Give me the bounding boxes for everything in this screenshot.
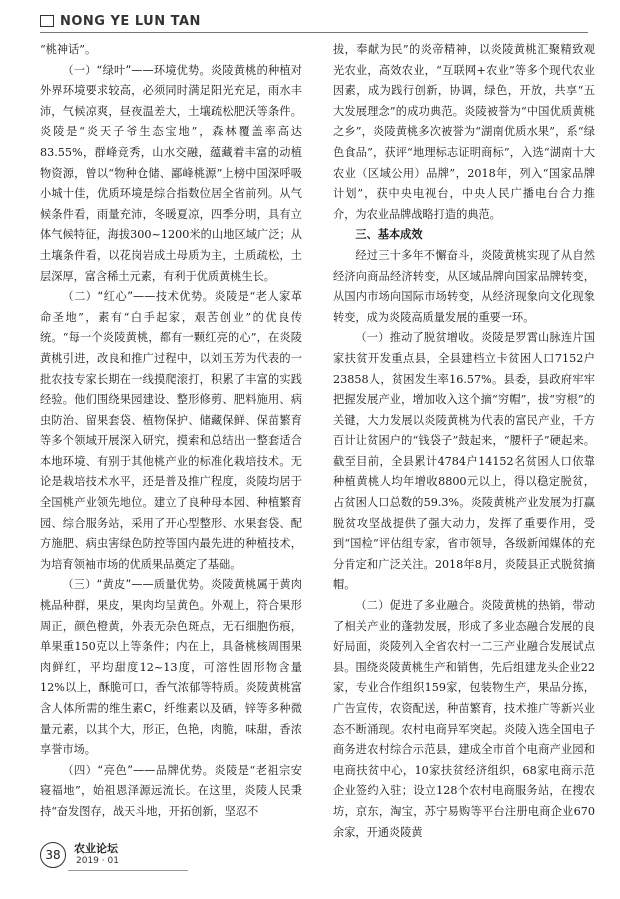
header-square-icon xyxy=(40,15,54,27)
paragraph-body: 炎陵黄桃的种植对外界环境要求较高，必须同时满足阳光充足，雨水丰沛，气候凉爽，昼夜温差大，土壤疏松肥沃等条件。炎陵是“炎天子爷生态宝地”，森林覆盖率高达83.55%，群峰竞秀，山水交融，蕴藏着丰富的动植物资源，曾以“物种仓储、鄙峰桃源”上榜中国深呼吸小城十佳，优质环境是综合指数位居全省前列。从气候条件看，雨量充沛，冬暖夏凉，四季分明，具有立体气候特征，海拔300~1200米的山地区域广泛；从土壤条件看，以花岗岩成土母质为主，土质疏松，土层深厚，富含稀土元素，有利于优质黄桃生长。 xyxy=(40,63,302,283)
paragraph xyxy=(40,287,302,575)
paragraph-body: 炎陵黄桃的热销，带动了相关产业的蓬勃发展，形成了多业态融合发展的良好局面，炎陵列入全省农村一二三产业融合发展试点县。围绕炎陵黄桃生产和销售，先后组建龙头企业22家，专业合作组织159家，包装物生产，果品分拣，广告宣传，农资配送，种苗繁育，技术推广等新兴业态不断涌现。农村电商异军突起。炎陵入选全国电子商务进农村综合示范县，建成全市首个电商产业园和电商扶贫中心，10家扶贫经济组织，68家电商示范企业签约入驻；设立128个农村电商服务站，在搜农坊，京东，淘宝，苏宁易购等平台注册电商企业670余家，开通炎陵黄 xyxy=(333,599,595,839)
paragraph-subheading: （四）“亮色”——品牌优势。 xyxy=(62,763,215,777)
paragraph-body: 炎陵是罗霄山脉连片国家扶贫开发重点县，全县建档立卡贫困人口7152户23858人，贫困发生率16.57%。县委，县政府牢牢把握发展产业，增加收入这个摘“穷帽”，拔“穷根”的关键，大力发展以炎陵黄桃为代表的富民产业，千方百计让贫困户的“钱袋子”鼓起来，“腰杆子”硬起来。截至目前，全县累计4784户14152名贫困人口依靠种植黄桃人均年增收8800元以上，得以稳定脱贫，占贫困人口总数的59.3%。炎陵黄桃产业发展为打赢脱贫攻坚战提供了强大动力，发挥了重要作用，受到“国检”评估组专家，省市领导，各级新闻媒体的充分肯定和广泛关注。2018年8月，炎陵县正式脱贫摘帽。 xyxy=(333,331,595,592)
page-number: 38 xyxy=(40,842,66,868)
paragraph-subheading: （三）“黄皮”——质量优势。 xyxy=(62,578,211,592)
issue-number: 2019 · 01 xyxy=(76,856,119,866)
section-heading: 三、基本成效 xyxy=(355,228,423,242)
paragraph-subheading: （二）促进了多业融合。 xyxy=(355,599,482,613)
paragraph xyxy=(40,61,302,288)
running-header xyxy=(40,10,340,32)
header-divider xyxy=(40,32,588,33)
journal-name: NONG YE LUN TAN xyxy=(60,13,201,29)
paragraph-body: 炎陵黄桃属于黄肉桃品种群，果皮，果肉均呈黄色。外观上，符合果形周正，颜色橙黄，外表无杂色斑点，无石细胞伤痕，单果重150克以上等条件；内在上，具备桃核周围果肉鲜红，平均甜度12~13度，可溶性固形物含量12%以上，酥脆可口，香气浓郁等特质。炎陵黄桃富含人体所需的维生素C，纤维素以及硒，锌等多种微量元素，以其个大，形正，色艳，肉脆，味甜，香浓享誉市场。 xyxy=(40,578,302,757)
paragraph: 拔，奉献为民”的炎帝精神，以炎陵黄桃汇聚精致观光农业，高效农业，“互联网+农业”等多个现代农业因素，成为践行创新，协调，绿色，开放，共享“五大发展理念”的成功典范。炎陵被誉为“中国优质黄桃之乡”，炎陵黄桃多次被誉为“湖南优质水果”，系“绿色食品”，获评“地理标志证明商标”，入选“湖南十大农业（区域公用）品牌”，2018年，列入“国家品牌计划”，获中央电视台，中央人民广播电台合力推介，为农业品牌战略打造的典范。 xyxy=(333,43,595,221)
paragraph-subheading: （二）“红心”——技术优势。 xyxy=(62,290,215,304)
left-text-column xyxy=(40,40,302,830)
paragraph-body: 炎陵是“老祖宗安寝福地”，始祖恩泽源远流长。在这里，炎陵人民秉持“奋发图存，战天斗地，开拓创新，坚忍不 xyxy=(40,763,302,818)
paragraph xyxy=(333,596,595,843)
page-footer xyxy=(40,836,240,896)
paragraph-subheading: （一）推动了脱贫增收。 xyxy=(355,331,482,345)
paragraph xyxy=(40,761,302,823)
paragraph xyxy=(333,328,595,596)
right-text-column xyxy=(333,40,595,839)
paragraph-body: 炎陵是“老人家革命圣地”，素有“白手起家，艰苦创业”的优良传统。“每一个炎陵黄桃，都有一颗红亮的心”，在炎陵黄桃引进，改良和推广过程中，以刘玉芳为代表的一批农技专家长期在一线摸爬滚打，积累了丰富的实践经验。他们围绕果园建设、整形修剪、肥料施用、病虫防治、留果套袋、植物保护、储藏保鲜、保苗繁育等多个领域开展深入研究，摸索和总结出一整套适合本地环境、有别于其他桃产业的标准化栽培技术。无论是栽培技术水平，还是普及推广程度，炎陵均居于全国桃产业领先地位。建立了良种母本园、种植繁育园、综合服务站，采用了开心型整形、水果套袋、配方施肥、病虫害绿色防控等国内最先进的种植技术，为培育领袖市场的优质果品奠定了基础。 xyxy=(40,290,302,571)
paragraph xyxy=(40,575,302,760)
paragraph: “桃神话”。 xyxy=(40,43,97,56)
paragraph-subheading: （一）“绿叶”——环境优势。 xyxy=(62,63,211,77)
footer-divider xyxy=(68,870,188,871)
paragraph: 经过三十多年不懈奋斗，炎陵黄桃实现了从自然经济向商品经济转变，从区域品牌向国家品牌转变，从国内市场向国际市场转变，从经济现象向文化现象转变，成为炎陵高质量发展的重要一环。 xyxy=(333,248,595,324)
magazine-name: 农业论坛 xyxy=(74,842,118,855)
